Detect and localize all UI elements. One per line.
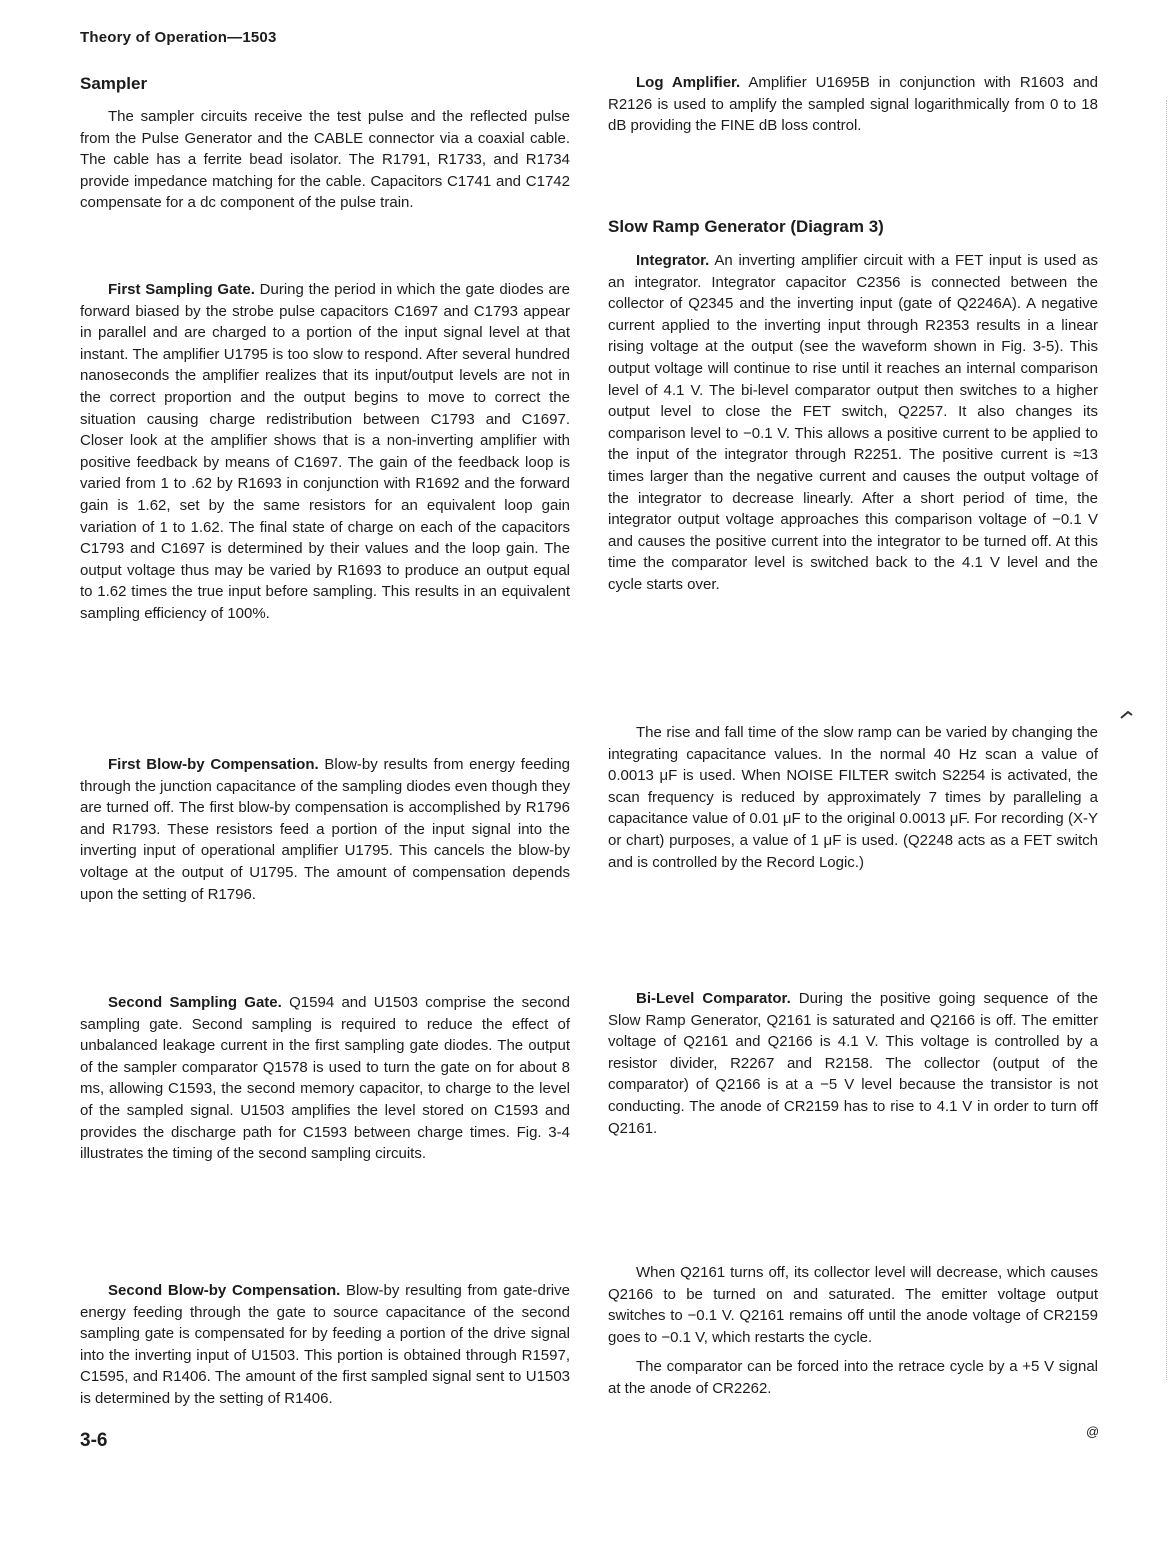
paragraph-text: Blow-by resulting from gate-drive energy feeding through the gate to source capacitance of the second sampling gate is compensated for by feeding a portion of the drive signal into the inverting input of U1503. This portion is obtained through R1597, C1595, and R1406. The amount of the first sampled signal sent to U1503 is determined by the setting of R1406. (80, 1282, 570, 1407)
second-blowby-paragraph (80, 1280, 570, 1410)
rise-fall-paragraph: The rise and fall time of the slow ramp can be varied by changing the integrating capacitance values. In the normal 40 Hz scan a value of 0.0013 μF is used. When NOISE FILTER switch S2254 is activated, the scan frequency is reduced by approximately 7 times by paralleling a capacitance value of 0.01 μF to the original 0.0013 μF. For recording (X-Y or chart) purposes, a value of 1 μF is used. (Q2248 acts as a FET switch and is controlled by the Record Logic.) (608, 724, 1098, 871)
paragraph-text: Blow-by results from energy feeding through the junction capacitance of the sampling diodes even though they are turned off. The first blow-by compensation is accomplished by R1796 and R1793. These resistors feed a portion of the input signal into the inverting input of operational amplifier U1795. This cancels the blow-by voltage at the output of U1795. The amount of compensation depends upon the setting of R1796. (80, 756, 571, 903)
bilevel-comparator-block (608, 988, 1098, 1139)
q2161-off-block (608, 1262, 1098, 1348)
paragraph-text: Q1594 and U1503 comprise the second sampling gate. Second sampling is required to reduce the effect of unbalanced leakage current in the first sampling gate diodes. The output of the sampler comparator Q1578 is used to turn the gate on for about 8 ms, allowing C1593, the second memory capacitor, to charge to the level of the sampled signal. U1503 amplifies the level stored on C1593 and provides the discharge path for C1593 between charge times. Fig. 3-4 illustrates the timing of the second sampling circuits. (80, 994, 570, 1163)
first-sampling-gate-paragraph (80, 279, 570, 625)
sampler-intro-paragraph: The sampler circuits receive the test pulse and the reflected pulse from the Pulse Generator and the CABLE connector via a coaxial cable. The cable has a ferrite bead isolator. The R1791, R1733, and R1734 provide impedance matching for the cable. Capacitors C1741 and C1742 compensate for a dc component of the pulse train. (80, 108, 570, 212)
sampler-section (80, 74, 570, 94)
rise-fall-block (608, 722, 1098, 873)
q2161-off-paragraph: When Q2161 turns off, its collector level will decrease, which causes Q2166 to be turned on and saturated. The emitter voltage output switches to −0.1 V. Q2161 remains off until the anode voltage of CR2159 goes to −0.1 V, which restarts the cycle. (608, 1264, 1098, 1346)
run-in-heading: Second Sampling Gate. (108, 994, 282, 1011)
retrace-block (608, 1356, 1098, 1399)
paragraph-text: An inverting amplifier circuit with a FET input is used as an integrator. Integrator capacitor C2356 is connected between the collector of Q2345 and the inverting input (gate of Q2246A). A negative current applied to the inverting input through R2353 results in a linear rising voltage at the output (see the waveform shown in Fig. 3-5). This output voltage will continue to rise until it reaches an internal comparison level of 4.1 V. The bi-level comparator output then switches to a higher output level to close the FET switch, Q2257. It also changes its comparison level to −0.1 V. This allows a positive current to be applied to the input of the integrator through R2251. The positive current is ≈13 times larger than the negative current and causes the output voltage of the integrator to decrease linearly. After a short period of time, the integrator output voltage approaches this comparison voltage of −0.1 V and causes the positive current into the integrator to be turned off. At this time the comparator level is switched back to the 4.1 V level and the cycle starts over. (608, 252, 1098, 593)
paragraph-text: Amplifier U1695B in conjunction with R1603 and R2126 is used to amplify the sampled signal logarithmically from 0 to 18 dB providing the FINE dB loss control. (608, 74, 1099, 135)
sampler-intro-block (80, 106, 570, 214)
second-blowby-block (80, 1280, 570, 1410)
second-sampling-gate-paragraph (80, 992, 570, 1165)
section-heading-slow-ramp: Slow Ramp Generator (Diagram 3) (608, 217, 884, 236)
section-heading-sampler: Sampler (80, 74, 148, 93)
run-in-heading: First Blow-by Compensation. (108, 756, 319, 773)
log-amplifier-paragraph (608, 72, 1098, 137)
running-header: Theory of Operation—1503 (80, 29, 277, 46)
first-blowby-block (80, 754, 570, 905)
first-blowby-paragraph (80, 754, 570, 905)
run-in-heading: Log Amplifier. (636, 74, 741, 91)
retrace-paragraph: The comparator can be forced into the retrace cycle by a +5 V signal at the anode of CR2262. (608, 1358, 1098, 1397)
scan-artifact-mark (1120, 708, 1134, 722)
paragraph-text: During the positive going sequence of the Slow Ramp Generator, Q2161 is saturated and Q2166 is off. The emitter voltage of Q2161 and Q2166 is 4.1 V. This voltage is controlled by a resistor divider, R2267 and R2158. The collector (output of the comparator) of Q2166 is at a −5 V level because the transistor is not conducting. The anode of CR2159 has to rise to 4.1 V in order to turn off Q2161. (608, 990, 1099, 1137)
run-in-heading: Integrator. (636, 252, 710, 269)
first-sampling-gate-block (80, 279, 570, 625)
integrator-block (608, 250, 1098, 596)
paragraph-text: During the period in which the gate diodes are forward biased by the strobe pulse capacitors C1697 and C1793 appear in parallel and are charged to a portion of the input signal level at that instant. The amplifier U1795 is too slow to respond. After several hundred nanoseconds the amplifier realizes that its input/output levels are not in the correct proportion and the output begins to move to correct the situation causing charge redistribution between C1793 and C1697. Closer look at the amplifier shows that is a non-inverting amplifier with positive feedback by means of C1697. The gain of the feedback loop is varied from 1 to .62 by R1693 in conjunction with R1692 and the forward gain is 1.62, set by the same resistors for an equivalent loop gain variation of 1 to 1.62. The final state of charge on each of the capacitors C1793 and C1697 is determined by their values and the loop gain. The output voltage thus may be varied by R1693 to produce an output equal to 1.62 times the true input before sampling. This results in an equivalent sampling efficiency of 100%. (80, 281, 571, 622)
page-edge-rule (1166, 100, 1167, 1380)
page-number: 3-6 (80, 1430, 108, 1451)
second-sampling-gate-block (80, 992, 570, 1165)
integrator-paragraph (608, 250, 1098, 596)
run-in-heading: Bi-Level Comparator. (636, 990, 791, 1007)
run-in-heading: Second Blow-by Compensation. (108, 1282, 341, 1299)
run-in-heading: First Sampling Gate. (108, 281, 255, 298)
bilevel-comparator-paragraph (608, 988, 1098, 1139)
copyright-mark: @ (1086, 1424, 1100, 1439)
slow-ramp-section (608, 217, 1098, 237)
log-amplifier-block (608, 72, 1098, 137)
